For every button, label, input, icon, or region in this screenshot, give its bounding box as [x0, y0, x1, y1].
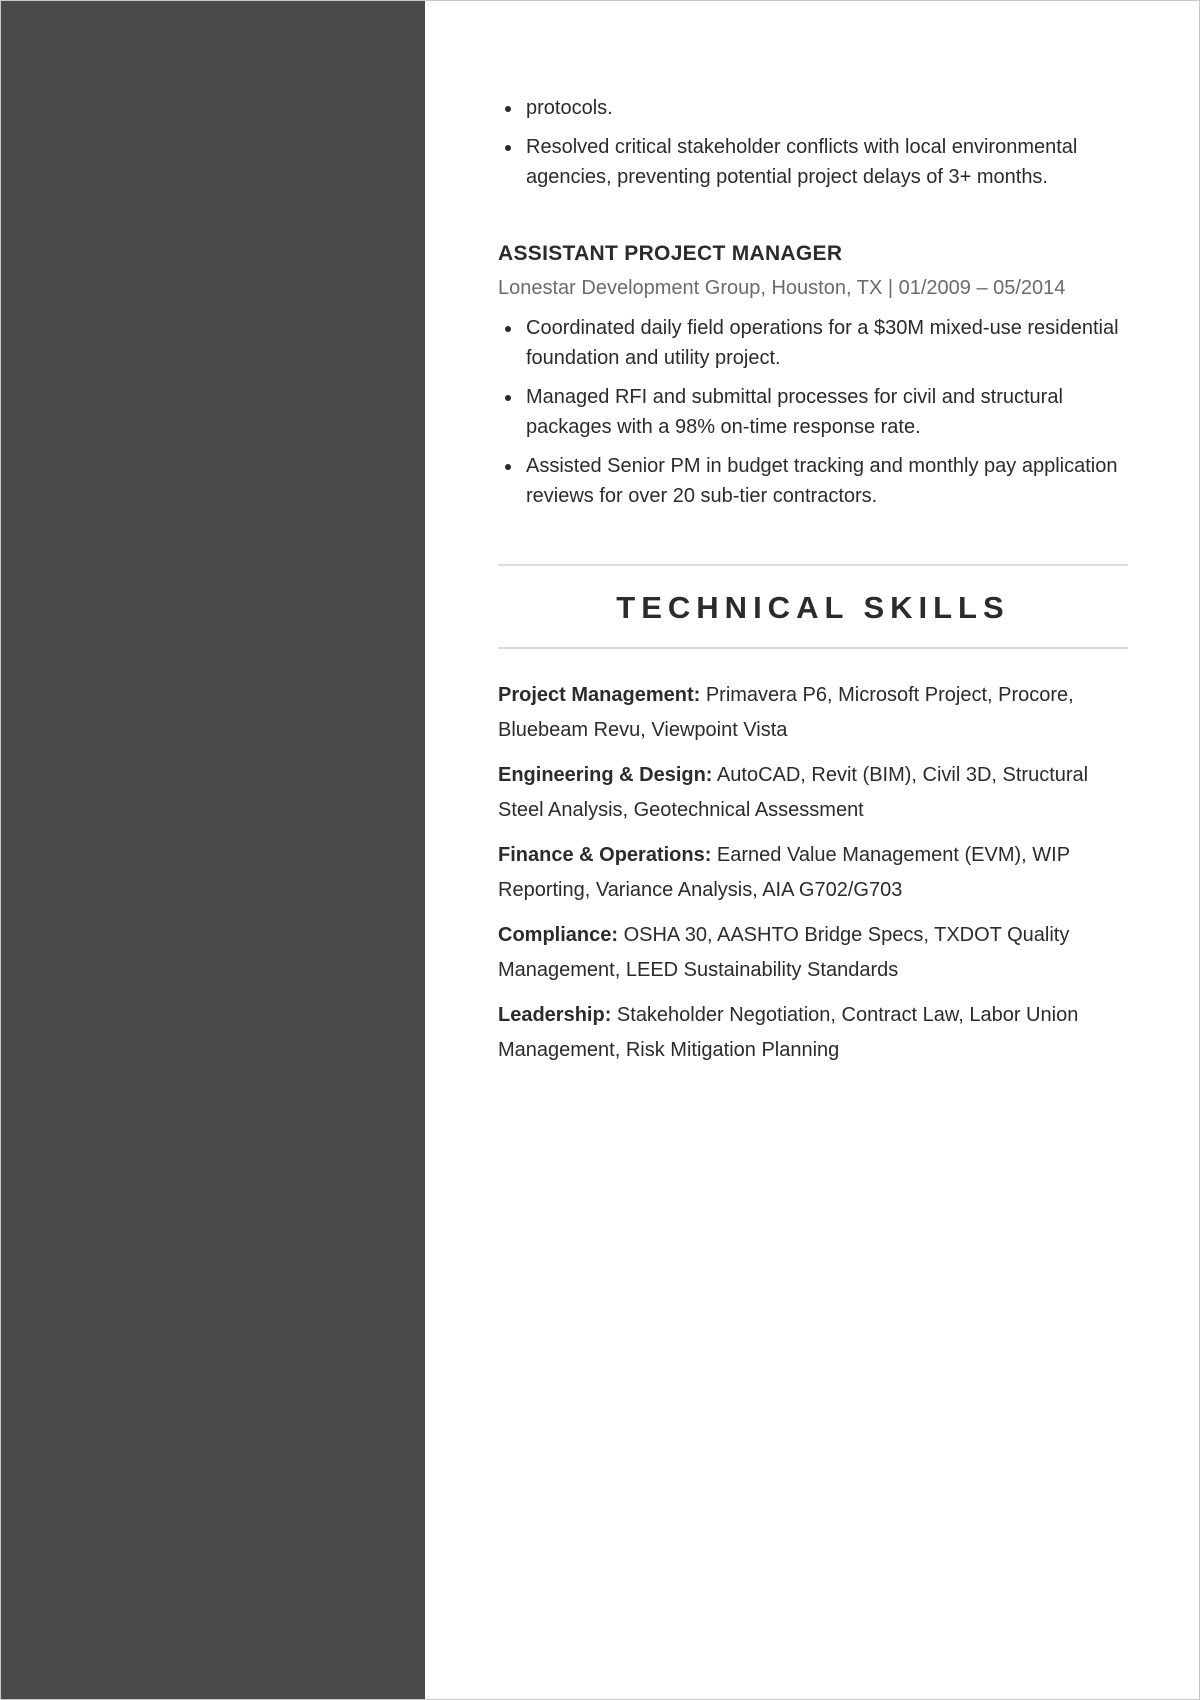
skill-entry: [498, 678, 1128, 748]
skill-label: Project Management:: [498, 684, 701, 706]
skill-label: Compliance:: [498, 924, 619, 946]
skill-entry: [498, 838, 1128, 908]
skill-entry: [498, 758, 1128, 828]
list-item: protocols.: [498, 93, 1128, 123]
skill-text: Primavera P6, Microsoft Project, Procore, Bluebeam Revu, Viewpoint Vista: [498, 684, 1074, 741]
job-meta: Lonestar Development Group, Houston, TX | 01/2009 – 05/2014: [498, 277, 1066, 299]
previous-job-bullets: [498, 93, 1128, 201]
skill-text: Earned Value Management (EVM), WIP Reporting, Variance Analysis, AIA G702/G703: [498, 844, 1070, 901]
skill-text: Stakeholder Negotiation, Contract Law, Labor Union Management, Risk Mitigation Planning: [498, 1004, 1079, 1061]
job-bullets: [498, 313, 1128, 511]
skill-label: Finance & Operations:: [498, 844, 712, 866]
job-title: ASSISTANT PROJECT MANAGER: [498, 242, 843, 265]
skill-text: OSHA 30, AASHTO Bridge Specs, TXDOT Quality Management, LEED Sustainability Standards: [498, 924, 1070, 981]
section-heading: TECHNICAL SKILLS: [616, 590, 1010, 625]
skill-entry: [498, 998, 1128, 1068]
skill-label: Engineering & Design:: [498, 764, 713, 786]
skills-list: [498, 678, 1128, 1078]
section-divider-bottom: [498, 647, 1128, 649]
sidebar-panel: [1, 1, 425, 1699]
list-item: Managed RFI and submittal processes for civil and structural packages with a 98% on-time response rate.: [498, 382, 1128, 442]
skill-text: AutoCAD, Revit (BIM), Civil 3D, Structural Steel Analysis, Geotechnical Assessment: [498, 764, 1089, 821]
skill-entry: [498, 918, 1128, 988]
list-item: Assisted Senior PM in budget tracking and monthly pay application reviews for over 20 sub-tier contractors.: [498, 451, 1128, 511]
section-divider-top: [498, 564, 1128, 566]
list-item: Resolved critical stakeholder conflicts with local environmental agencies, preventing potential project delays of 3+ months.: [498, 132, 1128, 192]
job-entry: [498, 239, 1128, 520]
list-item: Coordinated daily field operations for a $30M mixed-use residential foundation and utility project.: [498, 313, 1128, 373]
skill-label: Leadership:: [498, 1004, 612, 1026]
